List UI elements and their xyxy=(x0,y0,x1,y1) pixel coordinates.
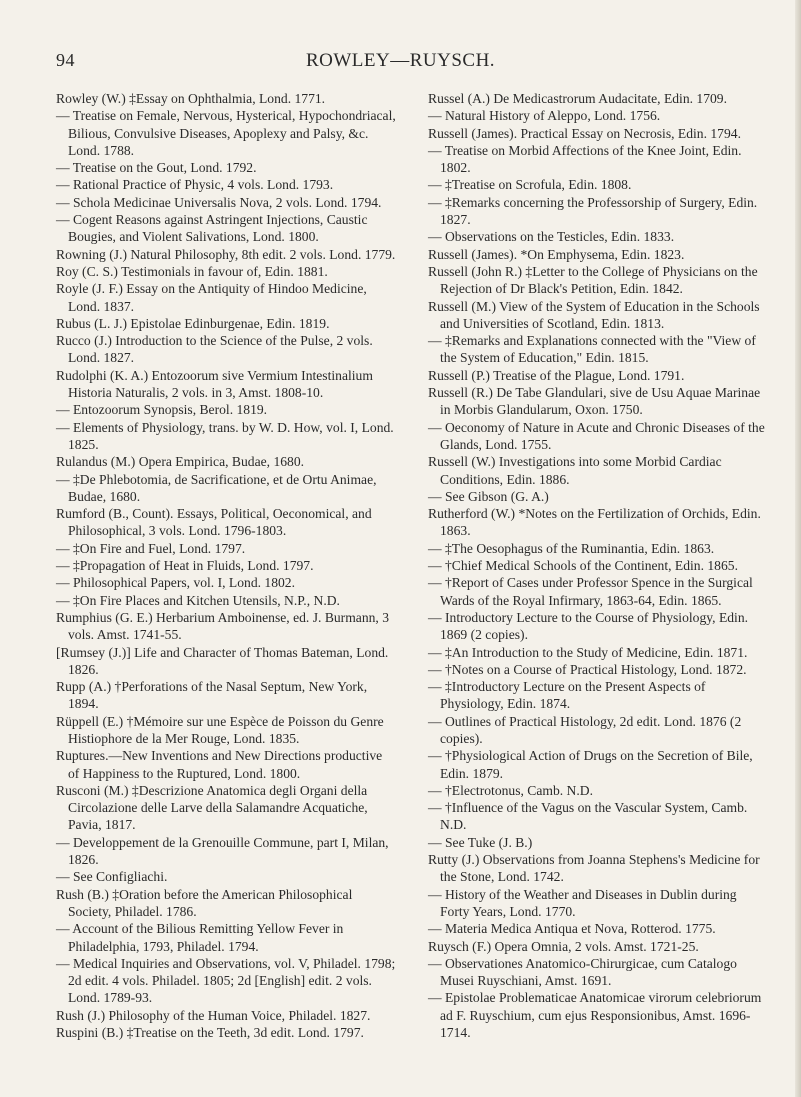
bib-entry: — ‡Remarks concerning the Professorship of Surgery, Edin. 1827. xyxy=(428,194,758,228)
bib-entry: — Natural History of Aleppo, Lond. 1756. xyxy=(428,108,661,124)
bib-entry: Rush (B.) ‡Oration before the American Philosophical Society, Philadel. 1786. xyxy=(56,886,353,919)
bib-entry: — Introductory Lecture to the Course of Physiology, Edin. 1869 (2 copies). xyxy=(428,609,749,643)
bib-entry: Rudolphi (K. A.) Entozoorum sive Vermium Intestinalium Historia Naturalis, 2 vols. in 3, Amst. 1808-10. xyxy=(56,367,373,401)
bib-entry: Russell (James). Practical Essay on Necrosis, Edin. 1794. xyxy=(428,125,741,141)
bib-entry: — Treatise on the Gout, Lond. 1792. xyxy=(56,160,257,176)
bib-entry: — Entozoorum Synopsis, Berol. 1819. xyxy=(56,402,268,418)
page-header xyxy=(0,50,801,80)
bib-entry: — Account of the Bilious Remitting Yellow Fever in Philadelphia, 1793, Philadel. 1794. xyxy=(56,921,344,954)
bib-entry: Royle (J. F.) Essay on the Antiquity of Hindoo Medicine, Lond. 1837. xyxy=(56,281,367,314)
bib-entry: — ‡On Fire and Fuel, Lond. 1797. xyxy=(56,540,246,556)
bib-entry: — ‡The Oesophagus of the Ruminantia, Edin. 1863. xyxy=(428,540,715,556)
bib-entry: — Observationes Anatomico-Chirurgicae, cum Catalogo Musei Ruyschiani, Amst. 1691. xyxy=(428,955,737,989)
bib-entry: — ‡Propagation of Heat in Fluids, Lond. 1797. xyxy=(56,558,314,574)
bib-entry: — †Notes on a Course of Practical Histology, Lond. 1872. xyxy=(428,661,747,677)
bib-entry: Russel (A.) De Medicastrorum Audacitate, Edin. 1709. xyxy=(428,91,727,106)
bib-entry: Rowning (J.) Natural Philosophy, 8th edit. 2 vols. Lond. 1779. xyxy=(56,246,396,262)
bib-entry: — Materia Medica Antiqua et Nova, Rotterod. 1775. xyxy=(428,921,716,937)
bib-entry: — Elements of Physiology, trans. by W. D. How, vol. I, Lond. 1825. xyxy=(56,419,394,452)
bib-entry: Rupp (A.) †Perforations of the Nasal Septum, New York, 1894. xyxy=(56,679,368,712)
bib-entry: Rucco (J.) Introduction to the Science of the Pulse, 2 vols. Lond. 1827. xyxy=(56,333,373,366)
bib-entry: Rutty (J.) Observations from Joanna Stephens's Medicine for the Stone, Lond. 1742. xyxy=(428,852,760,885)
bib-entry: — See Gibson (G. A.) xyxy=(428,488,549,504)
bib-entry: Rusconi (M.) ‡Descrizione Anatomica degli Organi della Circolazione delle Larve della Salamandre Acquatiche, Pavia, 1817. xyxy=(56,782,368,833)
right-column xyxy=(428,90,768,1041)
bib-entry: — History of the Weather and Diseases in Dublin during Forty Years, Lond. 1770. xyxy=(428,886,737,919)
bib-entry: Russell (P.) Treatise of the Plague, Lond. 1791. xyxy=(428,367,685,383)
page-number: 94 xyxy=(56,50,75,70)
bib-entry: — ‡De Phlebotomia, de Sacrificatione, et de Ortu Animae, Budae, 1680. xyxy=(56,471,377,504)
bib-entry: [Rumsey (J.)] Life and Character of Thomas Bateman, Lond. 1826. xyxy=(56,644,389,677)
bib-entry: Rush (J.) Philosophy of the Human Voice, Philadel. 1827. xyxy=(56,1007,371,1023)
bib-entry: — ‡Treatise on Scrofula, Edin. 1808. xyxy=(428,177,632,193)
bib-entry: Ruysch (F.) Opera Omnia, 2 vols. Amst. 1721-25. xyxy=(428,938,699,954)
bib-entry: — Medical Inquiries and Observations, vol. V, Philadel. 1798; 2d edit. 4 vols. Philadel. 1805; 2d [English] edit. 2 vols. Lond. 1789-93. xyxy=(56,955,396,1006)
bib-entry: Russell (M.) View of the System of Education in the Schools and Universities of Scotland, Edin. 1813. xyxy=(428,298,760,331)
bib-entry: — †Chief Medical Schools of the Continent, Edin. 1865. xyxy=(428,558,738,574)
bib-entry: Rowley (W.) ‡Essay on Ophthalmia, Lond. 1771. xyxy=(56,91,326,106)
bib-entry: Roy (C. S.) Testimonials in favour of, Edin. 1881. xyxy=(56,263,328,279)
page-edge xyxy=(795,0,801,1097)
bib-entry: — Philosophical Papers, vol. I, Lond. 1802. xyxy=(56,575,296,591)
bib-entry: Rumphius (G. E.) Herbarium Amboinense, ed. J. Burmann, 3 vols. Amst. 1741-55. xyxy=(56,609,390,643)
bib-entry: Russell (R.) De Tabe Glandulari, sive de Usu Aquae Marinae in Morbis Glandularum, Oxon. 1750. xyxy=(428,385,761,418)
bib-entry: Rubus (L. J.) Epistolae Edinburgenae, Edin. 1819. xyxy=(56,315,330,331)
bib-entry: Russell (James). *On Emphysema, Edin. 1823. xyxy=(428,246,685,262)
bib-entry: — †Electrotonus, Camb. N.D. xyxy=(428,782,593,798)
bib-entry: — Observations on the Testicles, Edin. 1833. xyxy=(428,229,675,245)
bib-entry: — †Influence of the Vagus on the Vascular System, Camb. N.D. xyxy=(428,800,748,833)
bib-entry: Rumford (B., Count). Essays, Political, Oeconomical, and Philosophical, 3 vols. Lond. 1796-1803. xyxy=(56,506,372,539)
bib-entry: Rutherford (W.) *Notes on the Fertilization of Orchids, Edin. 1863. xyxy=(428,506,761,539)
bib-entry: Ruspini (B.) ‡Treatise on the Teeth, 3d edit. Lond. 1797. xyxy=(56,1025,364,1041)
bib-entry: Rulandus (M.) Opera Empirica, Budae, 1680. xyxy=(56,454,305,470)
bib-entry: Ruptures.—New Inventions and New Directions productive of Happiness to the Ruptured, Lond. 1800. xyxy=(56,748,383,781)
bib-entry: — Epistolae Problematicae Anatomicae virorum celebriorum ad F. Ruyschium, cum ejus Responsionibus, Amst. 1696-1714. xyxy=(428,990,762,1041)
bib-entry: — Oeconomy of Nature in Acute and Chronic Diseases of the Glands, Lond. 1755. xyxy=(428,419,765,452)
bib-entry: — †Physiological Action of Drugs on the Secretion of Bile, Edin. 1879. xyxy=(428,748,753,781)
bib-entry: Russell (John R.) ‡Letter to the College of Physicians on the Rejection of Dr Black's Petition, Edin. 1842. xyxy=(428,263,758,297)
bib-entry: — ‡Introductory Lecture on the Present Aspects of Physiology, Edin. 1874. xyxy=(428,679,706,712)
bib-entry: — ‡Remarks and Explanations connected with the "View of the System of Education," Edin. 1815. xyxy=(428,333,756,366)
bib-entry: — See Tuke (J. B.) xyxy=(428,834,533,850)
bib-entry: — †Report of Cases under Professor Spence in the Surgical Wards of the Royal Infirmary, 1863-64, Edin. 1865. xyxy=(428,575,753,608)
bib-entry: — Developpement de la Grenouille Commune, part I, Milan, 1826. xyxy=(56,834,389,868)
bib-entry: — Treatise on Female, Nervous, Hysterical, Hypochondriacal, Bilious, Convulsive Diseases, Apoplexy and Palsy, &c. Lond. 1788. xyxy=(56,108,396,158)
bib-entry: — Outlines of Practical Histology, 2d edit. Lond. 1876 (2 copies). xyxy=(428,713,742,746)
bib-entry: Russell (W.) Investigations into some Morbid Cardiac Conditions, Edin. 1886. xyxy=(428,454,722,487)
bib-entry: — Treatise on Morbid Affections of the Knee Joint, Edin. 1802. xyxy=(428,142,742,176)
bib-entry: — Rational Practice of Physic, 4 vols. Lond. 1793. xyxy=(56,177,334,193)
left-column xyxy=(56,90,396,1041)
bib-entry: — ‡On Fire Places and Kitchen Utensils, N.P., N.D. xyxy=(56,592,340,608)
bib-entry: — Cogent Reasons against Astringent Injections, Caustic Bougies, and Violent Salivations, Lond. 1800. xyxy=(56,212,368,245)
bib-entry: — See Configliachi. xyxy=(56,869,168,885)
bib-entry: — ‡An Introduction to the Study of Medicine, Edin. 1871. xyxy=(428,644,748,660)
bib-entry: Rüppell (E.) †Mémoire sur une Espèce de Poisson du Genre Histiophore de la Mer Rouge, Lond. 1835. xyxy=(56,713,384,746)
running-title: ROWLEY—RUYSCH. xyxy=(305,50,496,71)
bib-entry: — Schola Medicinae Universalis Nova, 2 vols. Lond. 1794. xyxy=(56,194,382,210)
